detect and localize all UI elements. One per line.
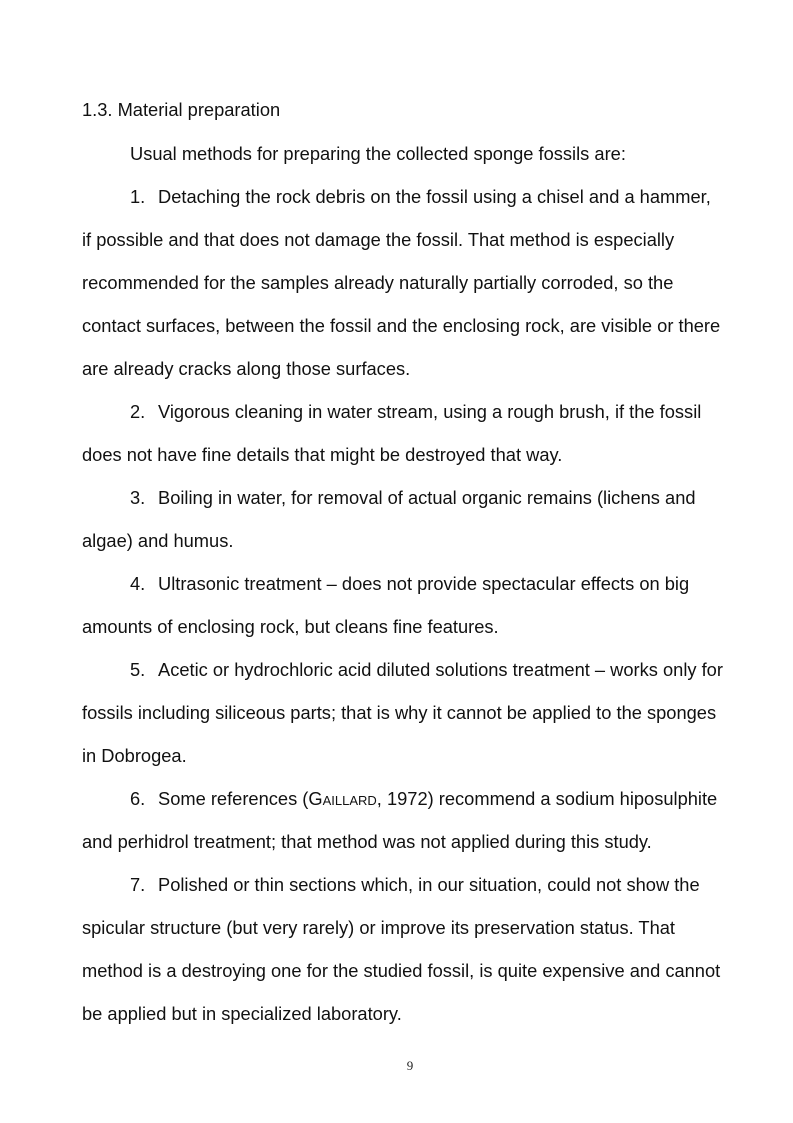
list-item-7-first-line [130, 874, 700, 896]
list-item-5-first-line [130, 659, 723, 681]
list-item-4-first-line [130, 573, 689, 595]
list-item-text: Ultrasonic treatment – does not provide spectacular effects on big [158, 573, 690, 594]
list-item-6-line: and perhidrol treatment; that method was not applied during this study. [82, 831, 652, 852]
list-item-7-line: method is a destroying one for the studied fossil, is quite expensive and cannot [82, 960, 721, 981]
list-item-3-line: algae) and humus. [82, 530, 234, 551]
list-item-number: 1. [130, 186, 146, 207]
list-item-text: Polished or thin sections which, in our situation, could not show the [158, 874, 700, 895]
list-item-2-line: does not have fine details that might be destroyed that way. [82, 444, 563, 465]
list-item-3-first-line [130, 487, 696, 509]
list-item-1-line: contact surfaces, between the fossil and the enclosing rock, are visible or there [82, 315, 721, 336]
list-item-text: , 1972) recommend a sodium hiposulphite [376, 788, 718, 809]
list-item-1-line: recommended for the samples already naturally partially corroded, so the [82, 272, 674, 293]
list-item-1-line: if possible and that does not damage the fossil. That method is especially [82, 229, 675, 250]
list-item-7-line: spicular structure (but very rarely) or improve its preservation status. That [82, 917, 675, 938]
list-item-number: 4. [130, 573, 146, 594]
list-item-number: 7. [130, 874, 146, 895]
section-heading: 1.3. Material preparation [82, 99, 281, 120]
list-item-1-first-line [130, 186, 711, 208]
list-item-5-line: fossils including siliceous parts; that is why it cannot be applied to the sponges [82, 702, 717, 723]
page-number: 9 [406, 1058, 414, 1073]
list-item-number: 5. [130, 659, 146, 680]
list-item-number: 6. [130, 788, 146, 809]
citation-author: Gaillard [308, 788, 377, 809]
intro-paragraph: Usual methods for preparing the collected sponge fossils are: [130, 143, 626, 164]
list-item-1-line: are already cracks along those surfaces. [82, 358, 411, 379]
list-item-number: 3. [130, 487, 146, 508]
list-item-text: Some references ( [158, 788, 309, 809]
list-item-number: 2. [130, 401, 146, 422]
list-item-5-line: in Dobrogea. [82, 745, 187, 766]
list-item-4-line: amounts of enclosing rock, but cleans fine features. [82, 616, 499, 637]
list-item-text: Acetic or hydrochloric acid diluted solutions treatment – works only for [158, 659, 723, 680]
list-item-2-first-line [130, 401, 701, 423]
list-item-text: Detaching the rock debris on the fossil using a chisel and a hammer, [158, 186, 711, 207]
list-item-6-first-line [130, 788, 717, 810]
list-item-text: Vigorous cleaning in water stream, using a rough brush, if the fossil [158, 401, 702, 422]
list-item-7-line: be applied but in specialized laboratory. [82, 1003, 402, 1024]
list-item-text: Boiling in water, for removal of actual organic remains (lichens and [158, 487, 696, 508]
